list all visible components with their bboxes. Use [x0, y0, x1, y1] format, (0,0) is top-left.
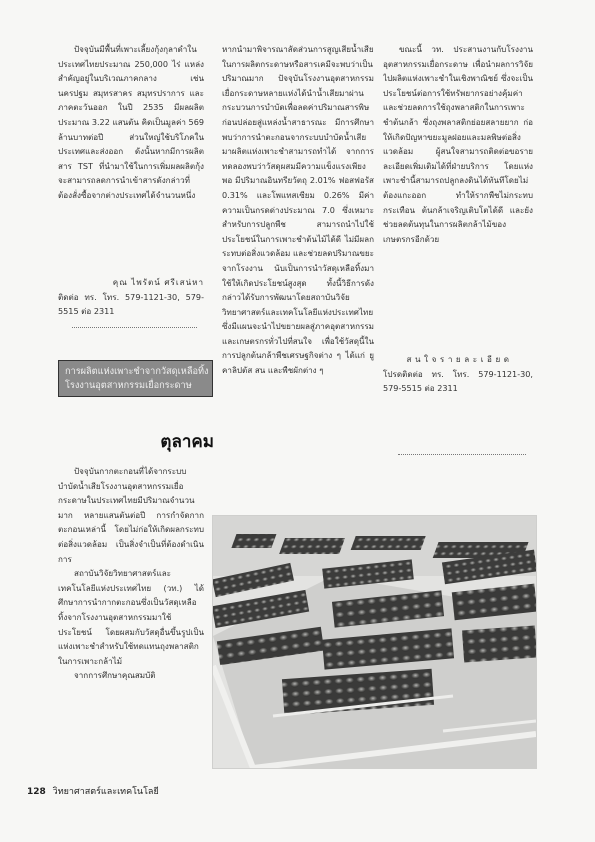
section-banner-text: การผลิตแห่งเพาะชำจากวัสดุเหลือทิ้งโรงงานอุตสาหกรรมเยื่อกระดาษ [65, 365, 209, 391]
page-number: 128 [27, 787, 46, 797]
article-left-contact-name: คุณ ไพรัตน์ ศรีเสน่หา [112, 277, 204, 287]
seedling-pots-photo [212, 515, 537, 769]
section-body [58, 464, 204, 683]
divider-left [72, 327, 197, 328]
article-left [58, 42, 204, 319]
article-right [383, 42, 533, 396]
article-right-contact-name: ส น ใ จ ร า ย ล ะ เ อี ย ด [406, 354, 510, 364]
page-footer [27, 784, 159, 798]
article-left-contact-line: ติดต่อ ทร. โทร. 579-1121-30, 579-5515 ต่อ 2311 [58, 291, 204, 317]
article-right-contact-line: โปรดติดต่อ ทร. โทร. 579-1121-30, 579-5515 ต่อ 2311 [383, 368, 533, 394]
article-left-body: ปัจจุบันมีพื้นที่เพาะเลี้ยงกุ้งกุลาดำในประเทศไทยประมาณ 250,000 ไร่ แหล่งสำคัญอยู่ในบริเวณภาคกลาง เช่น นครปฐม สมุทรสาคร สมุทรปราการ และภาคตะวันออก ในปี 2535 มีผลผลิตประมาณ 3.22 แสนตัน คิดเป็นมูลค่า 569 ล้านบาทต่อปี ส่วนใหญ่ใช้บริโภคในประเทศและส่งออก ดังนั้นหากมีการผลิตสาร TST ที่นำมาใช้ในการเพิ่มผลผลิตกุ้งจะสามารถลดการนำเข้าสารดังกล่าวที่ต้องสั่งซื้อจากต่างประเทศได้จำนวนหนึ่ง [58, 44, 204, 200]
section-body-3: จากการศึกษาคุณสมบัติ [74, 670, 156, 681]
article-right-body: ขณะนี้ วท. ประสานงานกับโรงงานอุตสาหกรรมเยื่อกระดาษ เพื่อนำผลการวิจัยไปผลิตแห่งเพาะชำในเชิงพาณิชย์ ซึ่งจะเป็นประโยชน์ต่อการใช้ทรัพยากรอย่างคุ้มค่า และช่วยลดการใช้ถุงพลาสติกในการเพาะชำต้นกล้า ซึ่งถุงพลาสติกย่อยสลายยาก ก่อให้เกิดปัญหาขยะมูลฝอยและมลพิษต่อสิ่งแวดล้อม ผู้สนใจสามารถติดต่อขอรายละเอียดเพิ่มเติมได้ที่ฝ่ายบริการ โดยแห่งเพาะชำนี้สามารถปลูกลงดินได้ทันทีโดยไม่ต้องแกะออก ทำให้รากพืชไม่กระทบกระเทือน ต้นกล้าเจริญเติบโตได้ดี และยังช่วยลดต้นทุนในการผลิตกล้าไม้ของเกษตรกรอีกด้วย [383, 44, 533, 244]
section-body-2: สถาบันวิจัยวิทยาศาสตร์และเทคโนโลยีแห่งประเทศไทย (วท.) ได้ศึกษาการนำกากตะกอนซึ่งเป็นวัสดุเหลือทิ้งจากโรงงานอุตสาหกรรมมาใช้ประโยชน์ โดยผสมกับวัสดุอื่นขึ้นรูปเป็นแห่งเพาะชำสำหรับใช้ทดแทนถุงพลาสติกในการเพาะกล้าไม้ [58, 568, 204, 666]
divider-right [398, 454, 526, 455]
article-middle [222, 42, 374, 502]
journal-name: วิทยาศาสตร์และเทคโนโลยี [52, 787, 159, 797]
section-banner [58, 360, 213, 397]
section-heading: ตุลาคม [160, 432, 214, 452]
article-middle-body: หากนำมาพิจารณาสัดส่วนการสูญเสียน้ำเสียในการผลิตกระดาษหรือสารเคมีจะพบว่าเป็นปริมาณมาก ปัจจุบันโรงงานอุตสาหกรรมเยื่อกระดาษหลายแห่งได้นำน้ำเสียมาผ่านกระบวนการบำบัดเพื่อลดค่าปริมาณสารพิษก่อนปล่อยสู่แหล่งน้ำสาธารณะ มีการศึกษาพบว่าการนำตะกอนจากระบบบำบัดน้ำเสียมาผลิตแห่งเพาะชำสามารถทำได้ จากการทดลองพบว่าวัสดุผสมมีความแข็งแรงเพียงพอ มีปริมาณอินทรียวัตถุ 2.01% ฟอสฟอรัส 0.31% และโพแทสเซียม 0.26% มีค่าความเป็นกรดด่างประมาณ 7.0 ซึ่งเหมาะสำหรับการปลูกพืช สามารถนำไปใช้ประโยชน์ในการเพาะชำต้นไม้ได้ดี ไม่มีผลกระทบต่อสิ่งแวดล้อม และช่วยลดปริมาณขยะจากโรงงาน นับเป็นการนำวัสดุเหลือทิ้งมาใช้ให้เกิดประโยชน์สูงสุด ทั้งนี้วิธีการดังกล่าวได้รับการพัฒนาโดยสถาบันวิจัยวิทยาศาสตร์และเทคโนโลยีแห่งประเทศไทย ซึ่งมีแผนจะนำไปขยายผลสู่ภาคอุตสาหกรรม และเกษตรกรทั่วไปที่สนใจ เพื่อใช้วัสดุนี้ในการปลูกต้นกล้าพืชเศรษฐกิจต่าง ๆ ได้แก่ ยูคาลิปตัส สน และพืชผักต่าง ๆ [222, 44, 374, 376]
seedling-pots-illustration [213, 516, 536, 768]
section-body-1: ปัจจุบันกากตะกอนที่ได้จากระบบบำบัดน้ำเสียโรงงานอุตสาหกรรมเยื่อกระดาษในประเทศไทยมีปริมาณจำนวนมาก หลายแสนตันต่อปี การกำจัดกากตะกอนเหล่านี้ โดยไม่ก่อให้เกิดผลกระทบต่อสิ่งแวดล้อม เป็นสิ่งจำเป็นที่ต้องดำเนินการ [58, 466, 204, 564]
